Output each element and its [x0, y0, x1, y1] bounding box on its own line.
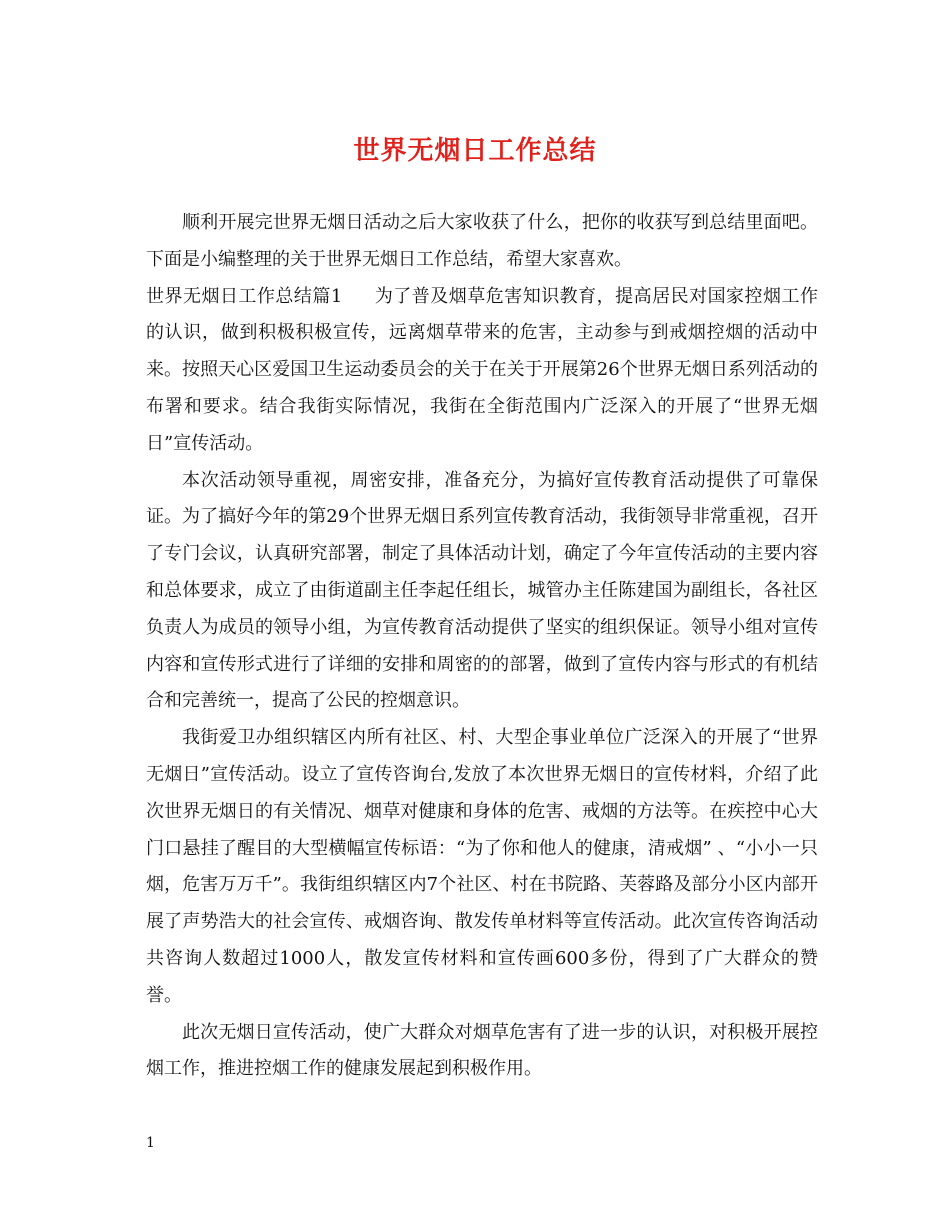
section-paragraph	[146, 279, 818, 463]
paragraph-conclusion: 此次无烟日宣传活动，使广大群众对烟草危害有了进一步的认识，对积极开展控烟工作，推进控烟工作的健康发展起到积极作用。	[146, 1021, 818, 1080]
section-text: 为了普及烟草危害知识教育，提高居民对国家控烟工作的认识，做到积极积极宣传，远离烟草带来的危害，主动参与到戒烟控烟的活动中来。按照天心区爱国卫生运动委员会的关于在关于开展第26个世界无烟日系列活动的布署和要求。结合我街实际情况，我街在全街范围内广泛深入的开展了“世界无烟日”宣传活动。	[146, 285, 819, 454]
page-number: 1	[146, 1135, 155, 1151]
section-label: 世界无烟日工作总结篇1	[146, 285, 343, 307]
document-title: 世界无烟日工作总结	[353, 136, 597, 166]
document-body	[146, 205, 818, 1088]
paragraph-activities: 我街爱卫办组织辖区内所有社区、村、大型企事业单位广泛深入的开展了“世界无烟日”宣传活动。设立了宣传咨询台,发放了本次世界无烟日的宣传材料，介绍了此次世界无烟日的有关情况、烟草对健康和身体的危害、戒烟的方法等。在疾控中心大门口悬挂了醒目的大型横幅宣传标语：“为了你和他人的健康，清戒烟” 、“小小一只烟，危害万万千”。我街组织辖区内7个社区、村在书院路、芙蓉路及部分小区内部开展了声势浩大的社会宣传、戒烟咨询、散发传单材料等宣传活动。此次宣传咨询活动共咨询人数超过1000人，散发宣传材料和宣传画600多份，得到了广大群众的赞誉。	[146, 727, 818, 1006]
paragraph-leadership: 本次活动领导重视，周密安排，准备充分，为搞好宣传教育活动提供了可靠保证。为了搞好今年的第29个世界无烟日系列宣传教育活动，我街领导非常重视，召开了专门会议，认真研究部署，制定了具体活动计划，确定了今年宣传活动的主要内容和总体要求，成立了由街道副主任李起任组长，城管办主任陈建国为副组长，各社区负责人为成员的领导小组，为宣传教育活动提供了坚实的组织保证。领导小组对宣传内容和宣传形式进行了详细的安排和周密的的部署，做到了宣传内容与形式的有机结合和完善统一，提高了公民的控烟意识。	[146, 469, 818, 712]
intro-paragraph: 顺利开展完世界无烟日活动之后大家收获了什么，把你的收获写到总结里面吧。下面是小编整理的关于世界无烟日工作总结，希望大家喜欢。	[146, 212, 818, 270]
